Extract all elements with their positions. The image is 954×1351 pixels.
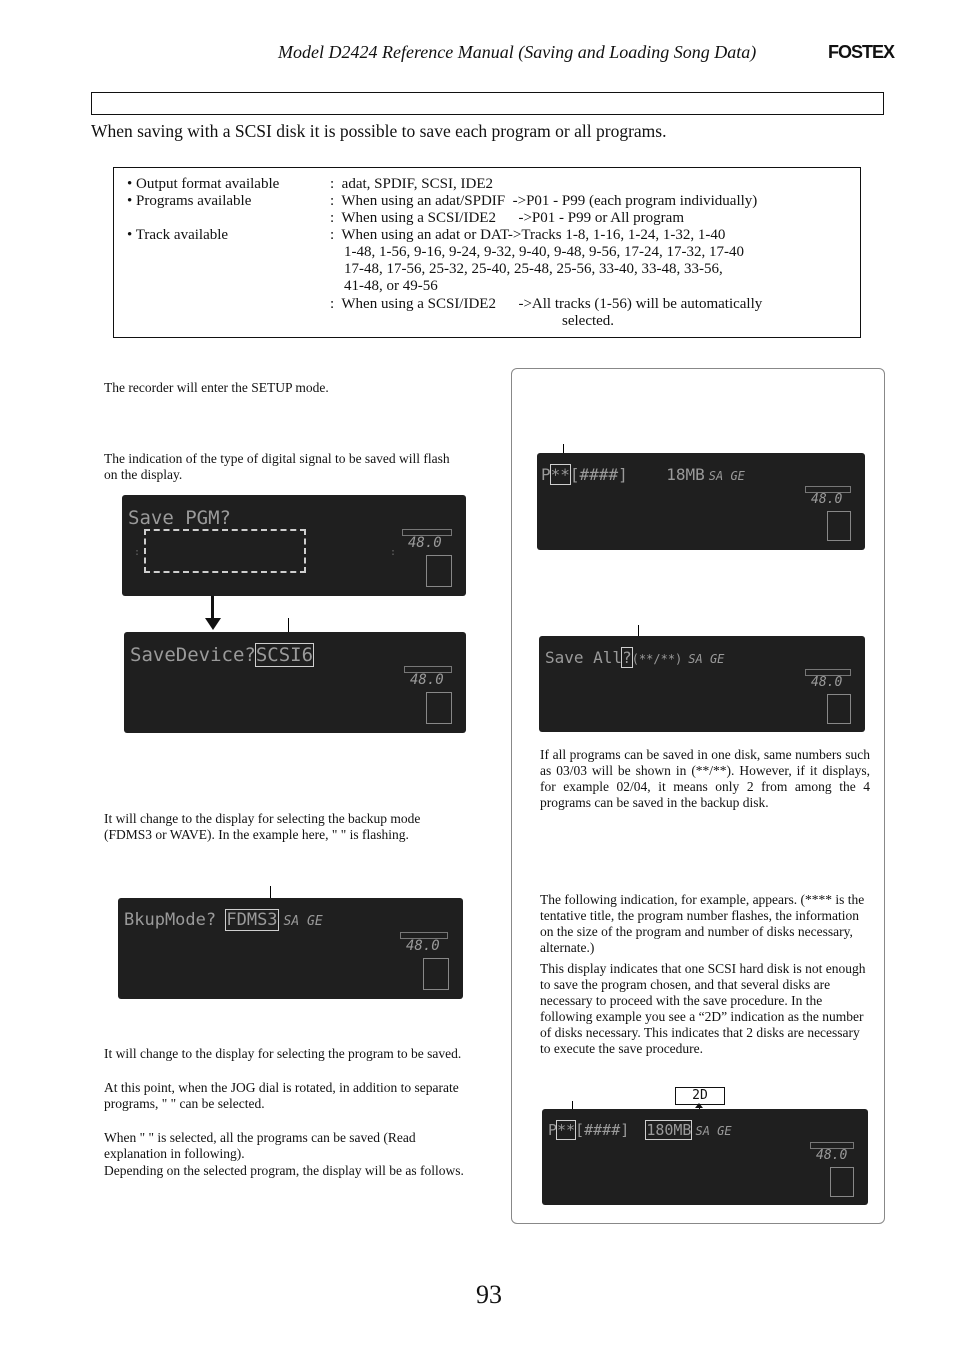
sample-rate-text: 48.0 [406, 938, 440, 954]
sample-rate-text: 48.0 [811, 492, 843, 507]
lcd-prog-info: [####] 18MB [569, 465, 705, 484]
spec-box [113, 167, 861, 338]
right-para2: The following indication, for example, appears. (**** is the tentative title, the program number flashes, the information on the size of the program and number of disks necessary, alternate.) [540, 892, 865, 955]
left-step2-text: The indication of the type of digital signal to be saved will flash on the display. [104, 451, 450, 482]
lcd-save-device [124, 632, 466, 733]
flashing-frame [144, 529, 306, 573]
right-para1: If all programs can be saved in one disk, same numbers such as 03/03 will be shown in (**/**). However, if it displays, for example 02/04, it means only 2 from among the 4 programs can be saved in the backup disk. [540, 747, 870, 810]
program-number-highlight: ** [550, 465, 570, 484]
lcd-dot: : [134, 547, 141, 558]
spec-track-line5: : When using a SCSI/IDE2 ->All tracks (1-56) will be automatically [330, 296, 763, 312]
arrow-shaft [211, 596, 214, 620]
status-box [426, 555, 452, 587]
spec-track-label: • Track available [127, 227, 229, 243]
program-size-highlight: 180MB [646, 1121, 692, 1139]
lcd-save-pgm-text: Save PGM? [128, 507, 231, 529]
spec-programs-label: • Programs available [127, 193, 252, 209]
fostex-logo: FOSTEX [828, 42, 895, 62]
disks-indicator: 2D [675, 1087, 725, 1105]
left-step4d-text: Depending on the selected program, the display will be as follows. [104, 1163, 464, 1178]
sample-rate-text: 48.0 [408, 535, 442, 551]
spec-track-line1: : When using an adat or DAT->Tracks 1-8, 1-16, 1-24, 1-32, 1-40 [330, 227, 726, 243]
page-number: 93 [476, 1280, 502, 1309]
status-box [827, 694, 851, 724]
status-box [426, 692, 452, 724]
header-title: Model D2424 Reference Manual (Saving and Loading Song Data) [278, 42, 757, 62]
spec-track-line4: 41-48, or 49-56 [344, 278, 438, 294]
lcd-prog-prefix: P [541, 465, 551, 484]
left-step4a-text: It will change to the display for selecting the program to be saved. [104, 1046, 462, 1061]
spec-programs-line1: : When using an adat/SPDIF ->P01 - P99 (each program individually) [330, 193, 758, 209]
lcd-prog-prefix: P [548, 1121, 558, 1139]
sample-rate-text: 48.0 [410, 672, 444, 688]
lcd-save-device-line [130, 644, 313, 666]
sample-rate-text: 48.0 [816, 1148, 848, 1163]
lcd-tag: SA GE [695, 1124, 732, 1138]
lcd-program-size [542, 1109, 868, 1205]
spec-track-line2: 1-48, 1-56, 9-16, 9-24, 9-32, 9-40, 9-48, 9-56, 17-24, 17-32, 17-40 [344, 244, 744, 260]
lcd-prog-title: [####] [575, 1121, 639, 1139]
lcd-tag: SA GE [688, 652, 725, 666]
lcd-program-line [541, 465, 745, 485]
sample-rate-text: 48.0 [811, 675, 843, 690]
arrow-down-icon [205, 618, 221, 630]
status-box [827, 511, 851, 541]
arrow-up-icon [695, 1103, 703, 1108]
right-para3: This display indicates that one SCSI hard disk is not enough to save the program chosen, and that several disks are necessary to proceed with the save procedure. In the following example you see a “2D” indication as the number of disks necessary. This indicates that 2 disks are necessary to execute the save procedure. [540, 961, 866, 1056]
status-box [423, 958, 449, 990]
left-step4c-text: When " " is selected, all the programs can be saved (Read explanation in following). [104, 1130, 416, 1161]
backup-mode-highlight: FDMS3 [226, 910, 278, 930]
lcd-program-size-line [548, 1121, 732, 1140]
lcd-backup-mode-text: BkupMode? [124, 910, 227, 930]
left-step4b-text: At this point, when the JOG dial is rotated, in addition to separate programs, " " can be selected. [104, 1080, 459, 1111]
program-number-highlight: ** [557, 1121, 576, 1139]
lcd-save-device-text: SaveDevice? [130, 644, 256, 666]
spec-track-line6: selected. [562, 313, 615, 329]
lcd-save-all-text: Save All [545, 648, 623, 667]
lcd-program-select [537, 453, 865, 550]
lcd-tag: SA GE [708, 469, 745, 483]
left-step1-text: The recorder will enter the SETUP mode. [104, 380, 329, 395]
spec-programs-line2: : When using a SCSI/IDE2 ->P01 - P99 or All program [330, 210, 685, 226]
spec-track-line3: 17-48, 17-56, 25-32, 25-40, 25-48, 25-56, 33-40, 33-48, 33-56, [344, 261, 723, 277]
lcd-dot: : [390, 547, 397, 558]
lcd-save-pgm [122, 495, 466, 596]
intro-text: When saving with a SCSI disk it is possible to save each program or all programs. [91, 121, 667, 141]
left-step3-text: It will change to the display for selecting the backup mode (FDMS3 or WAVE). In the example here, " " is flashing. [104, 811, 421, 842]
status-box [830, 1167, 854, 1197]
lcd-tag: SA GE [283, 914, 323, 929]
spec-output-label: • Output format available [127, 176, 280, 192]
spec-output-value: : adat, SPDIF, SCSI, IDE2 [330, 176, 493, 192]
lcd-save-all-line [545, 648, 724, 668]
save-all-highlight: ? [622, 648, 632, 667]
lcd-save-all-count: (**/**) [631, 652, 683, 666]
device-highlight: SCSI6 [255, 644, 314, 666]
lcd-backup-mode-line [124, 910, 323, 930]
section-title-box [91, 92, 884, 115]
lcd-save-all [539, 636, 865, 732]
lcd-backup-mode [118, 898, 463, 999]
